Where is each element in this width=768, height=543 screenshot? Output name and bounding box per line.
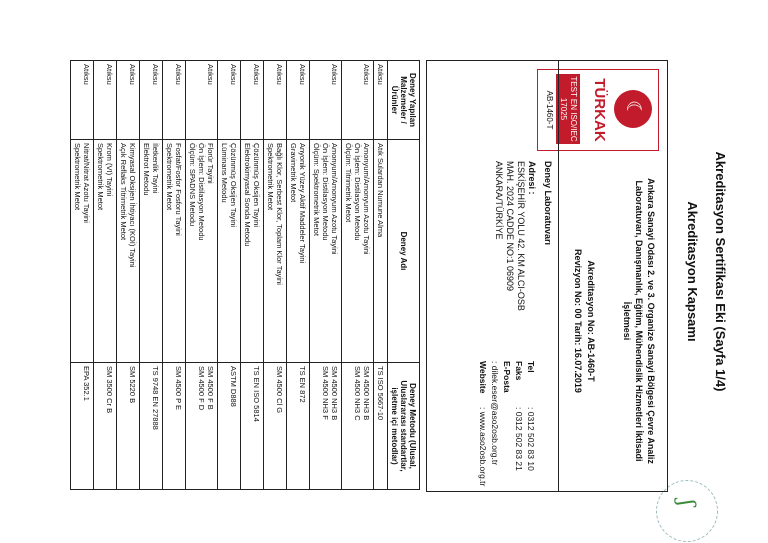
test-name-line: Spektrometrik Metot: [73, 143, 82, 211]
address: [493, 161, 537, 311]
test-name-line: Ön İşlem: Distilasyon Metodu: [353, 143, 362, 241]
material-cell: Atıksu: [264, 61, 287, 140]
table-row: [163, 61, 186, 490]
method-line: SM 4500 F B: [206, 366, 215, 410]
material-cell: Atıksu: [241, 61, 264, 140]
test-name-line: Bağlı Klor, Serbest Klor, Toplam Klor Tayini: [275, 143, 284, 285]
web-value: : www.aso2osb.org.tr: [478, 407, 488, 487]
address-text: ESKİŞEHİR YOLU 42. KM ALCI-OSB MAH. 2024 CADDE NO:1 06909 ANKARA/TÜRKİYE: [494, 161, 526, 311]
test-name-line: Atık Sulardan Numune Alma: [376, 143, 385, 238]
test-name-line: Nitrat/Nitrat Azotu Tayini: [82, 143, 91, 223]
test-name-line: Çözünmüş Oksijen Tayini: [229, 143, 238, 228]
test-name-cell: [218, 140, 241, 363]
test-name-cell: [94, 140, 117, 363]
material-cell: Atıksu: [310, 61, 342, 140]
test-name-cell: [310, 140, 342, 363]
page-title: Akreditasyon Sertifikası Eki (Sayfa 1/4): [713, 151, 728, 392]
address-label: Adresi :: [527, 161, 537, 195]
method-line: SM 4500 NH3 C: [353, 366, 362, 421]
test-name-cell: [71, 140, 94, 363]
method-cell: [264, 363, 287, 490]
test-name-line: Anyonik Yüzey Aktif Maddeler Tayini: [298, 143, 307, 264]
table-row: [264, 61, 287, 490]
tel-value: : 0312 502 83 10: [526, 407, 536, 471]
fax-label: Faks: [514, 361, 524, 381]
test-name-cell: [287, 140, 310, 363]
crescent-star-icon: ☾: [614, 90, 652, 128]
method-line: EPA 352.1: [82, 366, 91, 401]
test-name-line: Kimyasal Oksijen İhtiyacı (KOİ) Tayini: [128, 143, 137, 268]
test-name-cell: [186, 140, 218, 363]
material-cell: Atıksu: [117, 61, 140, 140]
test-name-line: Amonyum/Amonyum Azotu Tayini: [362, 143, 371, 255]
test-name-cell: [241, 140, 264, 363]
test-name-line: Açık Reflaks Titrimetrik Metot: [119, 143, 128, 241]
fax-value: : 0312 502 83 21: [514, 407, 524, 471]
test-name-line: Gravimetrik Metot: [289, 143, 298, 203]
header-materials: Deney Yapılan Malzemeler / Ürünler: [388, 61, 420, 140]
test-name-line: Ölçüm: SPADNS Metodu: [188, 143, 197, 227]
revision-info: Revizyon No: 00 Tarih: 16.07.2019: [573, 249, 583, 393]
logo-code: AB-1460-T: [545, 90, 554, 130]
test-name-line: Elektrot Metodu: [142, 143, 151, 196]
method-cell: [342, 363, 374, 490]
method-line: SM 4500 NH3 B: [330, 366, 339, 421]
test-name-line: Ölçüm: Spektrometrik Metot: [312, 143, 321, 236]
method-line: SM 4500 NH3 B: [362, 366, 371, 421]
method-line: SM 4500 F D: [197, 366, 206, 411]
test-name-line: Florür Tayini: [206, 143, 215, 184]
scope-table: [70, 60, 420, 490]
table-row: [374, 61, 388, 490]
header-test-name: Deney Adı: [388, 140, 420, 363]
test-name-line: Krom (VI) Tayini: [105, 143, 114, 197]
test-name-line: İletkenlik Tayini: [151, 143, 160, 194]
test-name-cell: [117, 140, 140, 363]
method-line: TS ISO 5667-10: [376, 366, 385, 421]
method-line: ASTM D888: [229, 366, 238, 407]
method-line: TS EN ISO 5814: [252, 366, 261, 422]
material-cell: Atıksu: [342, 61, 374, 140]
test-name-line: Ön İşlem: Distilasyon Metodu: [197, 143, 206, 241]
table-row: [310, 61, 342, 490]
turkak-logo: [537, 69, 659, 151]
test-name-line: Spektrometrik Metot: [266, 143, 275, 211]
table-row: [218, 61, 241, 490]
accreditation-number: Akreditasyon No: AB-1460-T: [586, 260, 596, 382]
material-cell: Atıksu: [186, 61, 218, 140]
method-cell: [94, 363, 117, 490]
test-name-line: Ön İşlem: Distilasyon Metodu: [321, 143, 330, 241]
test-name-line: Fosfat/Fosfor Fosforu Tayini: [174, 143, 183, 236]
header-method: Deney Metodu (Ulusal, Uluslararası standartlar, işletme içi metodlar): [388, 363, 420, 490]
method-cell: [287, 363, 310, 490]
method-cell: [310, 363, 342, 490]
test-name-cell: [163, 140, 186, 363]
test-name-line: Lüminans Metodu: [220, 143, 229, 203]
material-cell: Atıksu: [374, 61, 388, 140]
method-cell: [241, 363, 264, 490]
method-cell: [163, 363, 186, 490]
test-name-line: Elektrokimyasal Sonda Metodu: [243, 143, 252, 247]
email-value: : dilek.eser@aso2osb.org.tr: [490, 361, 500, 466]
method-cell: [140, 363, 163, 490]
organization-name: Ankara Sanayi Odası 2. ve 3. Organize Sanayi Bölgesi Çevre Analiz Laboratuvarı, Danışmanlık, Eğitim, Mühendislik Hizmetleri İktisadi İşletmesi: [622, 178, 656, 464]
table-row: [241, 61, 264, 490]
method-cell: [218, 363, 241, 490]
material-cell: Atıksu: [71, 61, 94, 140]
method-line: SM 3500 Cr B: [105, 366, 114, 414]
web-label: Website: [478, 361, 488, 394]
test-name-line: Spektrometrik Metot: [165, 143, 174, 211]
contact-info: [477, 361, 537, 491]
email-label: E-Posta: [502, 361, 512, 393]
accreditation-info: [571, 161, 597, 481]
divider: [558, 61, 559, 491]
logo-tag: TEST EN ISO/IEC 17025: [556, 74, 580, 144]
method-line: SM 4500 NH3 F: [321, 366, 330, 420]
method-cell: [374, 363, 388, 490]
test-name-line: Spektrometrik Metot: [96, 143, 105, 211]
material-cell: Atıksu: [163, 61, 186, 140]
method-line: TS 9748 EN 27888: [151, 366, 160, 430]
material-cell: Atıksu: [218, 61, 241, 140]
table-header-row: [388, 61, 420, 490]
method-line: TS EN 872: [298, 366, 307, 403]
method-cell: [186, 363, 218, 490]
table-row: [71, 61, 94, 490]
test-name-line: Ölçüm: Titrimetrik Metot: [344, 143, 353, 223]
method-line: SM 5220 B: [128, 366, 137, 404]
test-name-cell: [140, 140, 163, 363]
test-name-line: Amonyum/Amonyum Azotu Tayini: [330, 143, 339, 255]
table-row: [140, 61, 163, 490]
lab-heading: Deney Laboratuvarı: [543, 161, 553, 246]
method-cell: [71, 363, 94, 490]
table-body: [71, 61, 388, 490]
material-cell: Atıksu: [94, 61, 117, 140]
method-line: SM 4500 Cl G: [275, 366, 284, 414]
test-name-cell: [264, 140, 287, 363]
material-cell: Atıksu: [287, 61, 310, 140]
logo-name: TÜRKAK: [591, 78, 608, 142]
table-row: [117, 61, 140, 490]
test-name-cell: [342, 140, 374, 363]
tel-label: Tel: [526, 361, 536, 373]
method-line: SM 4500 P E: [174, 366, 183, 411]
table-row: [287, 61, 310, 490]
test-name-line: Çözünmüş Oksijen Tayini: [252, 143, 261, 228]
page-subtitle: Akreditasyon Kapsamı: [685, 201, 700, 342]
table-row: [342, 61, 374, 490]
method-cell: [117, 363, 140, 490]
material-cell: Atıksu: [140, 61, 163, 140]
table-row: [94, 61, 117, 490]
lab-info-box: [426, 60, 668, 492]
signature-mark: ʃ: [673, 500, 698, 506]
test-name-cell: [374, 140, 388, 363]
table-row: [186, 61, 218, 490]
